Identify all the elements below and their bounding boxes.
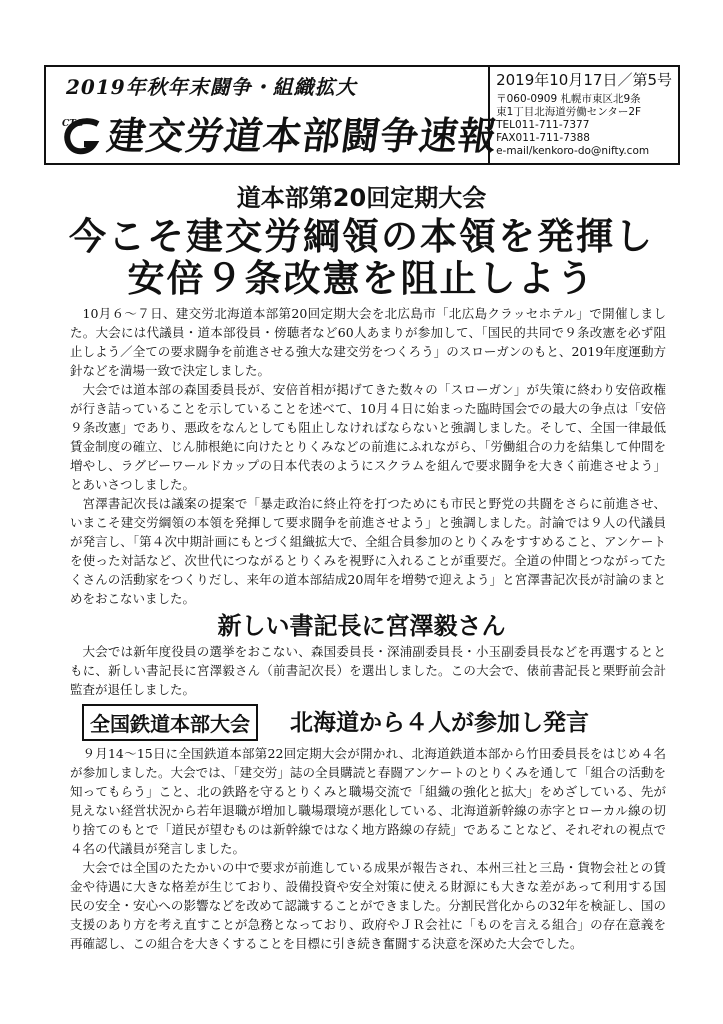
- email-address: e-mail/kenkoro-do@nifty.com: [496, 145, 650, 157]
- article2-subhead: 新しい書記長に宮澤毅さん: [217, 612, 506, 640]
- article1-paragraph: 10月６〜７日、建交労北海道本部第20回定期大会を北広島市「北広島クラッセホテル」で開催しました。大会には代議員・道本部役員・傍聴者など60人あまりが参加して、「国民的共同で９条改憲を必ず阻止しよう／全ての要求闘争を前進させる強大な建交労をつくろう」のスローガンのもと、2019年度運動方針などを満場一致で決定しました。: [70, 306, 666, 378]
- address-line: 〒060-0909 札幌市東区北9条: [496, 93, 641, 105]
- address-line: 東1丁目北海道労働センター2F: [496, 106, 642, 118]
- issue-date: 2019年10月17日／第5号: [496, 71, 672, 89]
- newsletter-title: 建交労道本部闘争速報: [104, 114, 501, 158]
- article1-kicker: 道本部第20回定期大会: [236, 184, 487, 212]
- tel-number: TEL011-711-7377: [496, 119, 590, 131]
- logo-text: CTG: [62, 119, 84, 129]
- fax-number: FAX011-711-7388: [496, 132, 590, 144]
- article1-paragraph: 宮澤書記次長は議案の提案で「暴走政治に終止符を打つためにも市民と野党の共闘をさらに前進させ、いまこそ建交労綱領の本領を発揮して要求闘争を前進させよう」と強調しました。討論では９人の代議員が発言し、「第４次中期計画にもとづく組織拡大で、全組合員参加のとりくみをすすめること、アンケートを使った対話など、次世代につながるとりくみを視野に入れることが重要だ。全道の仲間とつながってたくさんの活動家をつくりだし、来年の道本部結成20周年を増勢で迎えよう」と宮澤書記次長が討論のまとめをおこないました。: [70, 496, 666, 606]
- article3-paragraph: 大会では全国のたたかいの中で要求が前進している成果が報告され、本州三社と三島・貨物会社との賃金や待遇に大きな格差が生じており、設備投資や安全対策に使える財源にも大きな差があって利用する国民の安全・安心への影響などを改めて認識することができました。分割民営化からの32年を検証し、国の支援のあり方を考え直すことが急務となっており、政府やＪＲ会社に「ものを言える組合」の存在意義を再確認し、この組合を大きくすることを目標に引き続き奮闘する決意を深めた大会でした。: [70, 860, 666, 951]
- article1-headline-line2: 安倍９条改憲を阻止しよう: [127, 256, 596, 300]
- union-logo-icon: [58, 114, 108, 160]
- article1-paragraph: 大会では道本部の森国委員長が、安倍首相が掲げてきた数々の「スローガン」が失策に終わり安倍政権が行き詰っていることを示していることを述べて、10月４日に始まった臨時国会での最大の争点は「安倍９条改憲」であり、悪政をなんとしても阻止しなければならないと強調しました。そして、全国一律最低賃金制度の確立、じん肺根絶に向けたとりくみなどの前進にふれながら、「労働組合の力を結集して仲間を増やし、ラグビーワールドカップの日本代表のようにスクラムを組んで要求闘争を大きく前進させよう」とあいさつしました。: [70, 382, 666, 492]
- campaign-slogan: 2019年秋年末闘争・組織拡大: [66, 75, 357, 99]
- masthead-title-area: [46, 67, 501, 163]
- article3-paragraph: ９月14〜15日に全国鉄道本部第22回定期大会が開かれ、北海道鉄道本部から竹田委員長をはじめ４名が参加しました。大会では、「建交労」誌の全員購読と春闘アンケートのとりくみを通して「組合の活動を知ってもらう」こと、北の鉄路を守るとりくみと職場交流で「組織の強化と拡大」をめざしている、先が見えない経営状況から若年退職が増加し職場環境が悪化している、北海道新幹線の赤字とローカル線の切り捨てのもとで「道民が望むものは新幹線ではなく地方路線の存続」であることなど、それぞれの視点で４名の代議員が発言しました。: [70, 746, 666, 856]
- article1-headline-line1: 今こそ建交労綱領の本領を発揮し: [69, 214, 654, 258]
- article3-section-label: 全国鉄道本部大会: [82, 704, 258, 741]
- masthead: [44, 65, 680, 165]
- article3-title: 北海道から４人が参加し発言: [290, 710, 589, 736]
- article2-paragraph: 大会では新年度役員の選挙をおこない、森国委員長・深浦副委員長・小玉副委員長などを再選するとともに、新しい書記長に宮澤毅さん（前書記次長）を選出しました。この大会で、俵前書記長と栗野前会計監査が退任しました。: [70, 644, 666, 697]
- masthead-info: [490, 67, 678, 163]
